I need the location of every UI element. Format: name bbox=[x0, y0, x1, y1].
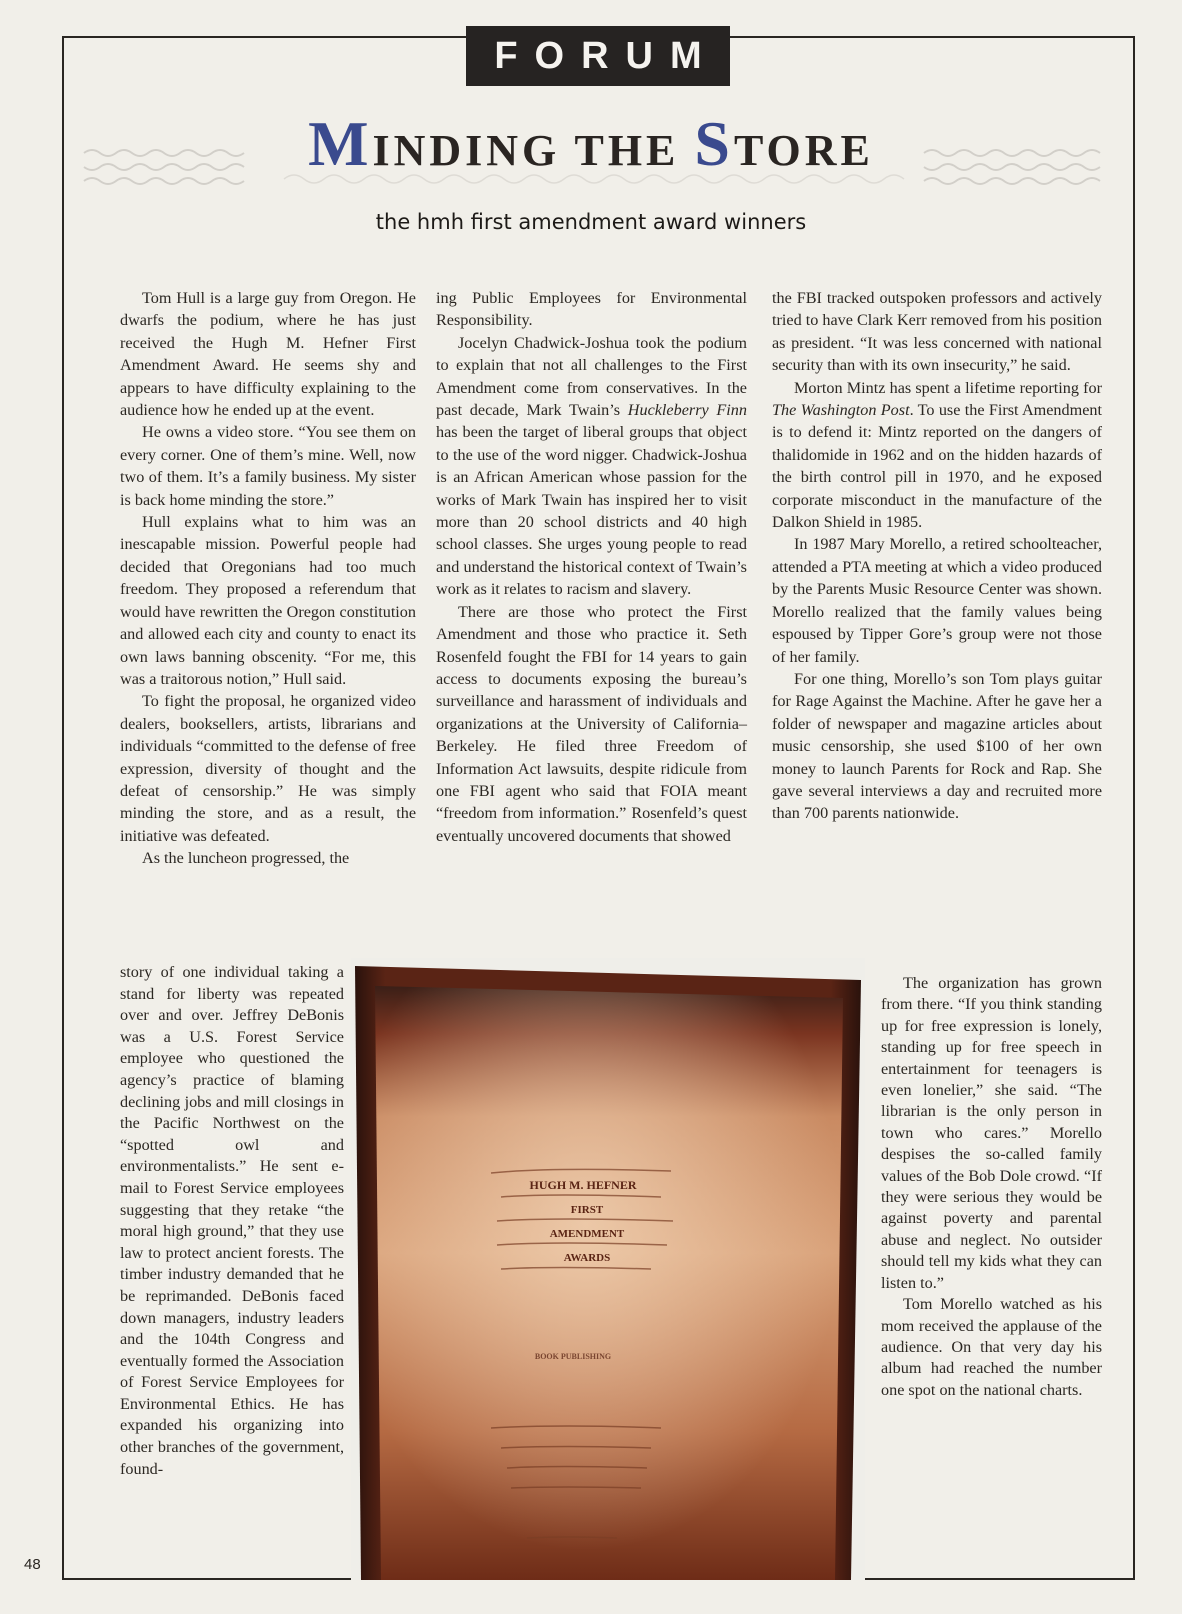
text-run: has been the target of liberal groups that object to the use of the word nigger. Chadwick-Joshua is an African American whose passion for the works of Mark Twain has inspired her to visit more than 20 school districts and 40 high school classes. She urges young people to read and understand the historical context of Twain’s work as it relates to racism and slavery. bbox=[436, 423, 747, 599]
paragraph bbox=[772, 377, 1102, 534]
text-run: Jocelyn Chadwick-Joshua took the podium to explain that not all challenges to the First Amendment come from conservatives. In the past decade, Mark Twain’s bbox=[436, 333, 747, 420]
paragraph: The organization has grown from there. “If you think standing up for free expression is lonely, standing up for free speech in entertainment for teenagers is even lonelier,” she said. “The librarian is the only person in town who cares.” Morello despises the so-called family values of the Bob Dole crowd. “If they were serious they would be against poverty and parental abuse and neglect. No outsider should tell my kids what they can listen to.” bbox=[881, 974, 1102, 1292]
plaque-amendment: AMENDMENT bbox=[549, 1228, 625, 1240]
article-title bbox=[0, 108, 1182, 183]
title-part-2: TORE bbox=[734, 126, 874, 175]
column-3 bbox=[772, 287, 1102, 825]
paragraph bbox=[436, 332, 747, 601]
book-title: Huckleberry Finn bbox=[627, 401, 747, 420]
paragraph: As the luncheon progressed, the bbox=[142, 849, 350, 868]
column-1-lower bbox=[120, 962, 344, 1480]
plaque-awards: AWARDS bbox=[563, 1252, 611, 1264]
title-part-1: INDING THE bbox=[372, 126, 695, 175]
section-tag: FORUM bbox=[466, 26, 730, 86]
plaque-first: FIRST bbox=[570, 1204, 604, 1216]
paragraph: the FBI tracked outspoken professors and actively tried to have Clark Kerr removed from his position as president. “It was less concerned with national security than with its own insecurity,” he said. bbox=[772, 289, 1102, 375]
publication-title: The Washington Post bbox=[772, 401, 910, 420]
text-run: Morton Mintz has spent a lifetime reporting for bbox=[794, 378, 1102, 397]
paragraph: ing Public Employees for Environmental Responsibility. bbox=[436, 289, 747, 330]
paragraph: Tom Hull is a large guy from Oregon. He dwarfs the podium, where he has just received the Hugh M. Hefner First Amendment Award. He seems shy and appears to have difficulty explaining to the audience how he ended up at the event. bbox=[120, 289, 416, 420]
paragraph: Hull explains what to him was an inescapable mission. Powerful people had decided that Oregonians had too much freedom. They proposed a referendum that would have rewritten the Oregon constitution and allowed each city and county to enact its own laws banning obscenity. “For me, this was a traitorous notion,” Hull said. bbox=[120, 513, 416, 688]
paragraph: There are those who protect the First Amendment and those who practice it. Seth Rosenfeld fought the FBI for 14 years to gain access to documents exposing the bureau’s surveillance and harassment of individuals and organizations at the University of California–Berkeley. He filed three Freedom of Information Act lawsuits, despite ridicule from one FBI agent who said that FOIA meant “freedom from information.” Rosenfeld’s quest eventually uncovered documents that showed bbox=[436, 602, 747, 845]
paragraph: For one thing, Morello’s son Tom plays guitar for Rage Against the Machine. After he gave her a folder of newspaper and magazine articles about music censorship, she used $100 of her own money to launch Parents for Rock and Rap. She gave several interviews a day and recruited more than 700 parents nationwide. bbox=[772, 669, 1102, 823]
paragraph: In 1987 Mary Morello, a retired schoolteacher, attended a PTA meeting at which a video produced by the Parents Music Resource Center was shown. Morello realized that the family values being espoused by Tipper Gore’s group were not those of her family. bbox=[772, 535, 1102, 666]
award-plaque-photo bbox=[351, 958, 865, 1580]
title-initial-s: S bbox=[694, 108, 734, 179]
article-subtitle: the hmh first amendment award winners bbox=[375, 210, 807, 234]
text-run: . To use the First Amendment is to defend it: Mintz reported on the dangers of thalidomide in 1962 and on the hidden hazards of the birth control pill in 1970, and he exposed corporate misconduct in the manufacture of the Dalkon Shield in 1985. bbox=[772, 401, 1102, 532]
paragraph: To fight the proposal, he organized video dealers, booksellers, artists, librarians and individuals “committed to the defense of free expression, diversity of thought and the defeat of censorship.” He was simply minding the store, and as a result, the initiative was defeated. bbox=[120, 692, 416, 845]
paragraph: He owns a video store. “You see them on every corner. One of them’s mine. Well, now two of them. It’s a family business. My sister is back home minding the store.” bbox=[120, 423, 416, 509]
column-3-lower bbox=[881, 973, 1102, 1401]
paragraph: Tom Morello watched as his mom received the applause of the audience. On that very day his album had reached the number one spot on the national charts. bbox=[881, 1295, 1102, 1399]
paragraph: story of one individual taking a stand for liberty was repeated over and over. Jeffrey DeBonis was a U.S. Forest Service employee who questioned the agency’s practice of blaming declining jobs and mill closings in the Pacific Northwest on the “spotted owl and environmentalists.” He sent e-mail to Forest Service employees suggesting that they retake “the moral high ground,” that they use law to protect ancient forests. The timber industry demanded that he be reprimanded. DeBonis faced down managers, industry leaders and the 104th Congress and eventually formed the Association of Forest Service Employees for Environmental Ethics. He has expanded his organizing into other branches of the government, found- bbox=[120, 963, 344, 1478]
page-number: 48 bbox=[24, 1556, 41, 1573]
plaque-category: BOOK PUBLISHING bbox=[534, 1352, 612, 1361]
column-2 bbox=[436, 287, 747, 847]
title-initial-m: M bbox=[308, 108, 373, 179]
plaque-name: HUGH M. HEFNER bbox=[529, 1178, 637, 1192]
column-1 bbox=[120, 287, 416, 870]
